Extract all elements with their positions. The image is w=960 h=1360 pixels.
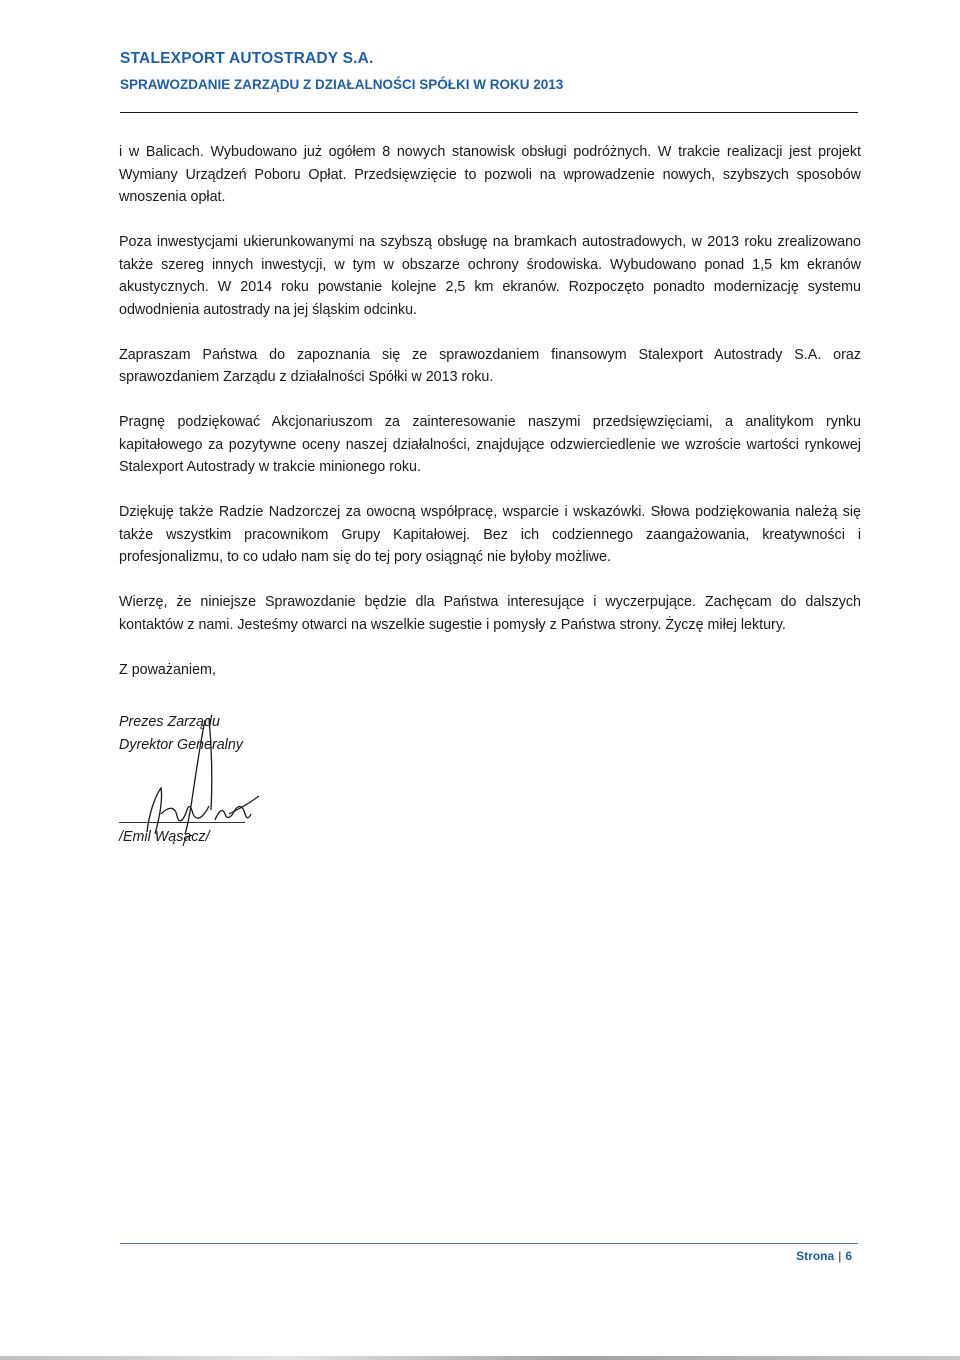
signatory-title-president: Prezes Zarządu [119,714,220,730]
paragraph-6: Wierzę, że niniejsze Sprawozdanie będzie dla Państwa interesujące i wyczerpujące. Zachęcam do dalszych kontaktów z nami. Jesteśmy otwarci na wszelkie sugestie i pomysły z Państwa strony. Życzę miłej lektury. [119,594,861,633]
report-title: SPRAWOZDANIE ZARZĄDU Z DZIAŁALNOŚCI SPÓŁKI W ROKU 2013 [120,77,564,92]
paragraph-4: Pragnę podziękować Akcjonariuszom za zainteresowanie naszymi przedsięwzięciami, a analitykom rynku kapitałowego za pozytywne oceny naszej działalności, znajdujące odzwierciedlenie we wzroście wartości rynkowej Stalexport Autostrady w trakcie minionego roku. [119,414,861,475]
paragraph-3: Zapraszam Państwa do zapoznania się ze sprawozdaniem finansowym Stalexport Autostrady S.A. oraz sprawozdaniem Zarządu z działalności Spółki w 2013 roku. [119,346,861,385]
header-divider [120,112,858,113]
scan-edge-artifact [0,1356,960,1360]
company-name: STALEXPORT AUTOSTRADY S.A. [120,50,374,67]
paragraph-1: i w Balicach. Wybudowano już ogółem 8 nowych stanowisk obsługi podróżnych. W trakcie realizacji jest projekt Wymiany Urządzeń Poboru Opłat. Przedsięwzięcie to pozwoli na wprowadzenie nowych, szybszych sposobów wnoszenia opłat. [119,144,861,205]
handwritten-signature [119,710,419,870]
signature-block [119,710,419,870]
letter-body [119,141,861,704]
footer-divider [120,1243,858,1244]
signatory-name: /Emil Wąsacz/ [119,829,210,845]
document-header [120,48,860,95]
paragraph-2: Poza inwestycjami ukierunkowanymi na szybszą obsługę na bramkach autostradowych, w 2013 roku zrealizowano także szereg innych inwestycji, w tym w obszarze ochrony środowiska. Wybudowano ponad 1,5 km ekranów akustycznych. W 2014 roku powstanie kolejne 2,5 km ekranów. Rozpoczęto ponadto modernizację systemu odwodnienia autostrady na jej śląskim odcinku. [119,234,861,318]
page-number [796,1249,852,1263]
page-number-value: 6 [845,1249,852,1263]
page-label: Strona [796,1249,835,1263]
paragraph-5: Dziękuję także Radzie Nadzorczej za owocną współpracę, wsparcie i wskazówki. Słowa podziękowania należą się także wszystkim pracownikom Grupy Kapitałowej. Bez ich codziennego zaangażowania, kreatywności i profesjonalizmu, to co udało nam się do tej pory osiągnąć nie byłoby możliwe. [119,504,861,565]
closing-salutation: Z poważaniem, [119,661,216,678]
signatory-title-director: Dyrektor Generalny [119,737,243,753]
page-separator: | [838,1249,842,1263]
